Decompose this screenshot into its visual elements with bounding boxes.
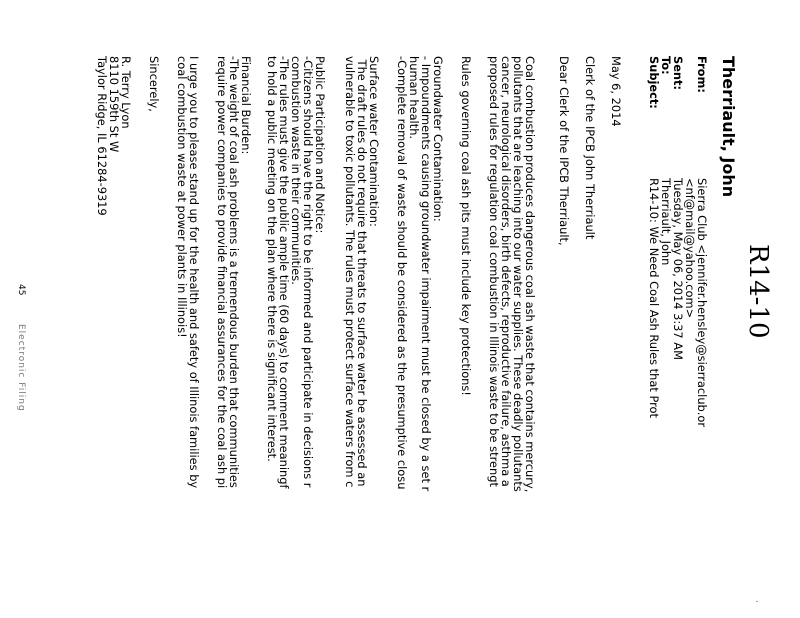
subject-label: Subject: (647, 56, 661, 109)
signature-street: 8110 159th St W (107, 56, 121, 153)
intro-line-3: cancer, neurological disorders, birth defects, reproductive failure, asthma a (499, 56, 513, 487)
financial-line-1: -The weight of coal ash problems is a tremendous burden that communities (227, 56, 241, 488)
surface-line-2: vulnerable to toxic pollutants. The rules must protect surface waters from c (343, 56, 357, 488)
groundwater-line-1: - Impoundments causing groundwater impairment must be closed by a set r (419, 56, 433, 492)
participation-line-2: combustion waste in their communities. (289, 56, 303, 285)
from-email: <nf@mail@yahoo.com> (683, 178, 697, 319)
rules-line: Rules governing coal ash pits must include key protections! (459, 56, 473, 396)
sender-name: Therriault, John (719, 56, 738, 198)
financial-line-2: require power companies to provide financial assurances for the coal ash pi (215, 56, 229, 489)
corner-mark: · (752, 600, 761, 603)
surface-line-1: The draft rules do not require that threats to surface water be assessed an (355, 56, 369, 487)
letter-date: May 6, 2014 (609, 56, 623, 127)
signature-name: R. Terry Lyon (119, 56, 133, 129)
signoff: Sincerely, (147, 56, 161, 112)
intro-line-4: proposed rules for regulation coal combustion in Illinois waste to be strengt (487, 56, 501, 487)
closing-line-1: I urge you to please stand up for the health and safety of Illinois families by (187, 56, 201, 489)
intro-line-1: Coal combustion produces dangerous coal ash waste that contains mercury, (523, 56, 537, 493)
from-label: From: (695, 56, 709, 93)
closing-line-2: coal combustion waste at power plants in Illinois! (175, 56, 189, 338)
financial-heading: Financial Burden: (239, 56, 253, 155)
participation-heading: Public Participation and Notice: (313, 56, 327, 234)
recipient-line: Clerk of the IPCB John Therriault (583, 56, 597, 240)
signature-city: Taylor Ridge, IL 61284-9319 (95, 56, 109, 216)
document-number: R14-10 (743, 244, 773, 339)
to-value: Therriault, John (659, 178, 673, 266)
groundwater-line-2: human health. (407, 56, 421, 140)
to-label: To: (659, 56, 673, 75)
subject-value: R14-10: We Need Coal Ash Rules that Prot (647, 178, 661, 418)
surface-heading: Surface water Contamination: (367, 56, 381, 227)
sent-label: Sent: (671, 56, 685, 91)
page-number: 45 (16, 284, 26, 296)
salutation: Dear Clerk of the IPCB Therriault, (557, 56, 571, 246)
groundwater-line-3: -Complete removal of waste should be considered as the presumptive closu (395, 56, 409, 490)
participation-line-4: to hold a public meeting on the plan where there is significant interest. (265, 56, 279, 462)
filing-stamp: Electronic Filing (16, 324, 26, 412)
sent-value: Tuesday, May 06, 2014 3:37 AM (671, 178, 685, 360)
from-value: Sierra Club <jennifer.hensley@sierraclub.or (695, 178, 709, 428)
groundwater-heading: Groundwater Contamination: (431, 56, 445, 222)
intro-line-2: pollutants that are leaching into our water supplies. These deadly pollutants (511, 56, 525, 492)
participation-line-3: -The rules must give the public ample time (60 days) to comment meaningf (277, 56, 291, 489)
participation-line-1: -Citizens should have the right to be informed and participate in decisions r (301, 56, 315, 488)
